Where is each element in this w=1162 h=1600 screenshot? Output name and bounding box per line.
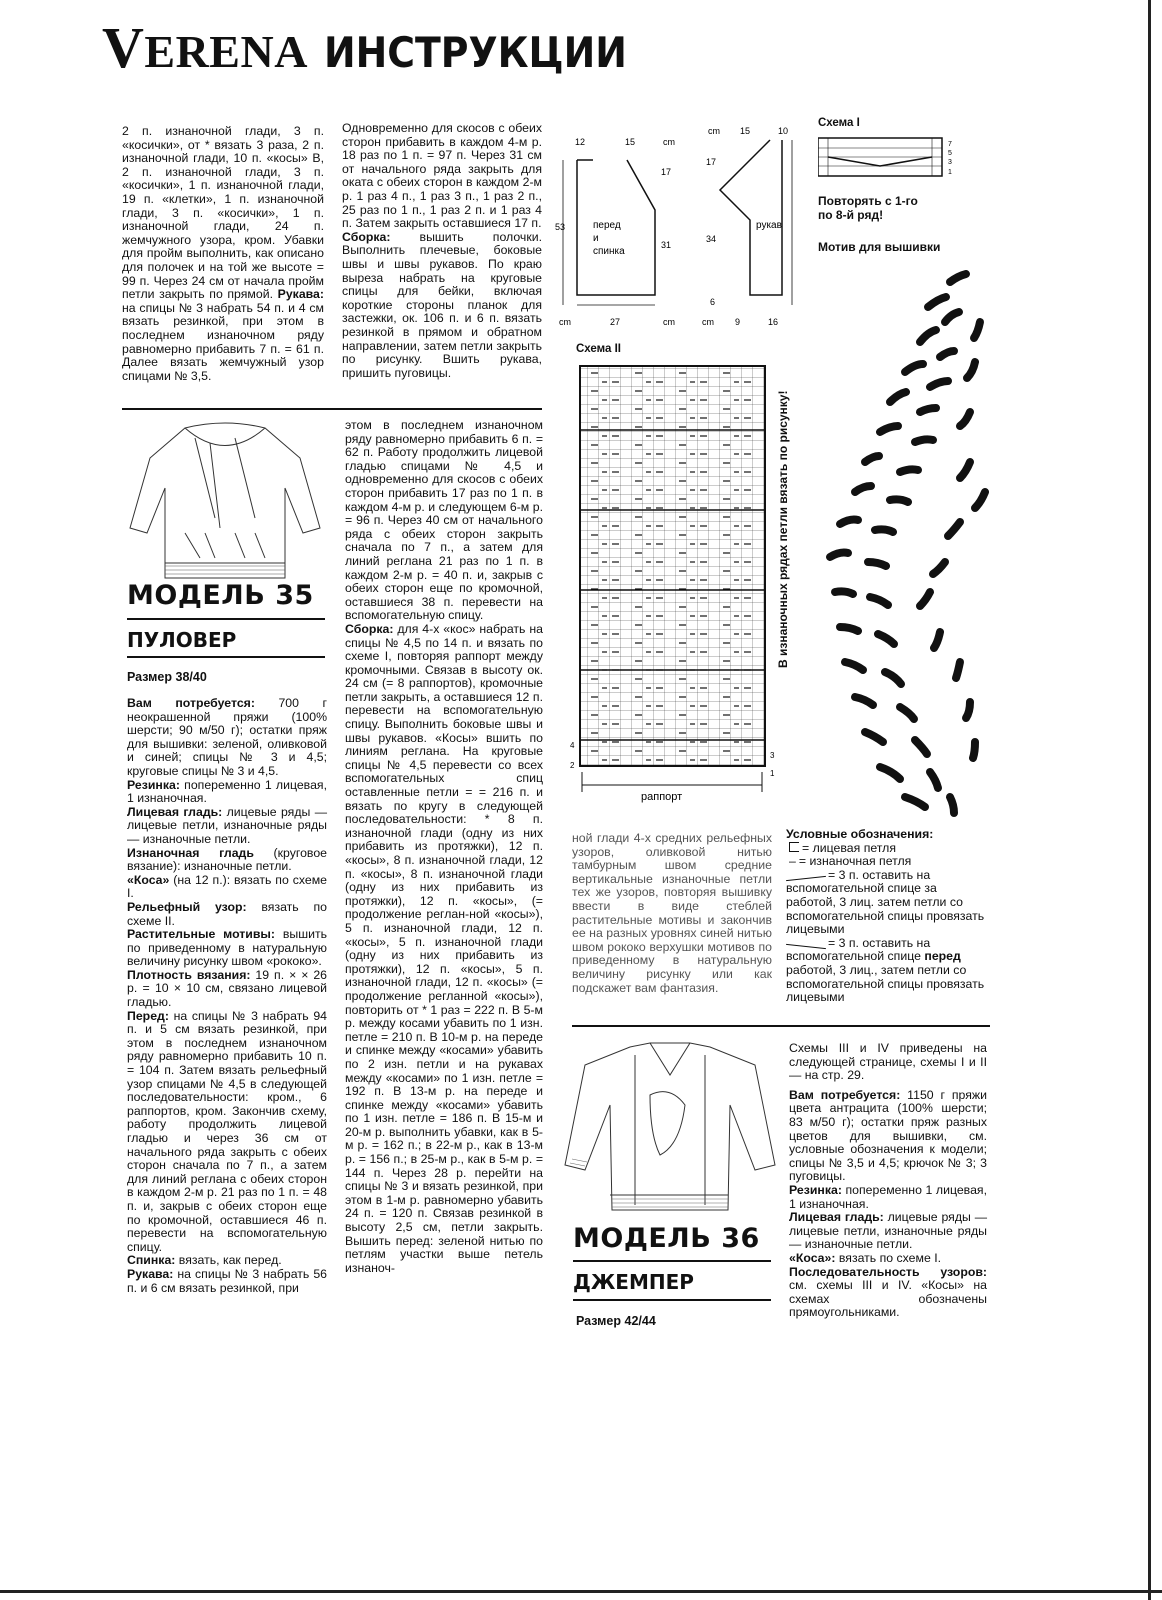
schema1-title: Схема I (818, 117, 860, 129)
sleeve-dim-16: 16 (768, 317, 779, 327)
knit-stitch-symbol (789, 842, 799, 852)
embroidery-motif-drawing (820, 262, 1000, 822)
label-and: и (593, 233, 599, 244)
model36-instructions: Схемы III и IV приведены на следующей странице, схемы I и II — на стр. 29. Вам потребуется: 1150 г пряжи цвета антрацита (100% шерсти; 83 м/50 г); остатки пряж разных цветов для вышивки, см. условные обозначения к модели; спицы № 3,5 и 4,5; крючок № 3; 3 пуговицы. Резинка: попеременно 1 лицевая, 1 изнаночная. Лицевая гладь: лицевые ряды — лицевые петли, изнаночные ряды — изнаночные петли. «Коса»: вязать по схеме I. Последовательность узоров: см. схемы III и IV. «Косы» на схемах обозначены прямоугольниками. (789, 1041, 987, 1320)
schema2-side-note: В изнаночных рядах петли вязать по рисунку! (776, 390, 790, 668)
svg-text:3: 3 (948, 159, 952, 166)
dim-27: 27 (610, 317, 621, 327)
label-back: спинка (593, 246, 625, 257)
scan-edge-bottom (0, 1590, 1162, 1593)
dim-53: 53 (555, 222, 566, 232)
brand-logo: VERENA (102, 15, 308, 80)
model35-title-rule (127, 618, 325, 620)
col2-top-text: Одновременно для скосов с обеих сторон прибавить в каждом 4-м р. 18 раз по 1 п. = 97 п. Через 31 см от начального ряда закрыть для оката с обеих сторон в каждом 2-м р. 1 раз 4 п., 1 раз 3 п., 1 раз 2 п., 25 раз по 1 п., 1 раз 2 п. и 1 раз 4 п. Затем закрыть оставшиеся 17 п. Сборка: вышить полочки. Выполнить плечевые, боковые швы и швы рукавов. По краю выреза набрать на круговые спицы для бейки, включая короткие стороны планок для застежки, ок. 106 п. и 6 п. вязать резинкой в прямом и обратном направлении, затем петли закрыть по рисунку. Вшить рукава, пришить пуговицы. (342, 121, 542, 380)
schema1-chart (818, 136, 978, 182)
model35-title: МОДЕЛЬ 35 (127, 580, 314, 611)
dim-cm-bottom-right: cm (663, 317, 675, 327)
dim-15: 15 (625, 137, 636, 147)
model35-instructions-cont: этом в последнем изнаночном ряду равномерно прибавить 6 п. = 62 п. Работу продолжить лицевой гладью спицами № 4,5 и одновременно для скосов с обеих сторон прибавить 17 раз по 1 п. в каждом 4-м р. и следующем 6-м р. = 96 п. Через 40 см от начального ряда с обеих сторон закрыть сначала по 7 п., а затем для линий реглана 21 раз по 1 п. в каждом 2-м р. = 40 п. и, закрыв с обеих сторон еще по кромочной, оставшиеся 38 п. перевести на вспомогательную спицу. Сборка: для 4-х «кос» набрать на спицы № 4,5 по 14 п. и вязать по схеме I, повторяя раппорт между кромочными. Связав в высоту ок. 24 см (= 8 раппортов), кромочные петли закрыть, а оставшиеся 12 п. перевести на вспомогательную спицу. Выполнить боковые швы и швы рукавов. «Косы» вшить по линиям реглана. На круговые спицы № 4,5 перевести со всех вспомогательных спиц оставленные петли = = 216 п. и вязать по кругу в следующей последовательности: * 8 п. изнаночной глади (одну из них прибавить из протяжки), 12 п. «косы», 8 п. изнаночной глади, 12 п. «косы», 8 п. изнаночной глади (одну из них прибавить из протяжки), 12 п. «косы», (= продолжение реглан-ной «косы»), 5 п. изнаночной глади, 12 п. «косы», 5 п. изнаночной глади (одну из них прибавить из протяжки), 12 п. «косы», 5 п. изнаночной глади, 12 п. «косы» (= продолжение регланной «косы»), повторить от * 1 раз = 222 п. В 5-м р. между косами убавить по 1 изн. петле = 210 п. В 10-м р. на переде и спинке между «косами» убавить по 2 изн. петли и на рукавах между «косами» по 1 изн. петле = 192 п. В 13-м р. на переде и спинке между «косами» убавить по 1 изн. петле = 186 п. В 15-м и 20-м р. выполнить убавки, как в 5-м р. = 162 п.; в 22-м р., как в 13-м р. = 156 п.; в 25-м р., как в 5-м р. = 144 п. Через 28 р. перейти на спицы № 3 и вязать резинкой, при этом в 1-м р. равномерно убавить 24 п. = 120 п. Связав резинкой в высоту 2,5 см, петли закрыть. Вышить перед: зеленой нитью по петлям участки выше петель изнаноч- (345, 418, 543, 1275)
svg-text:1: 1 (948, 169, 952, 176)
sleeve-dim-34: 34 (706, 234, 717, 244)
label-front: перед (593, 220, 621, 231)
sleeve-dim-9: 9 (735, 317, 741, 327)
svg-text:1: 1 (770, 769, 775, 778)
sleeve-dim-15: 15 (740, 126, 751, 136)
dim-cm-bottom: cm (559, 317, 571, 327)
model35-garment-rule (127, 656, 325, 658)
section-title: ИНСТРУКЦИИ (323, 28, 627, 77)
sleeve-dim-cm-bottom: cm (702, 317, 714, 327)
schema2-repeat-label: раппорт (641, 791, 683, 803)
label-sleeve: рукав (756, 220, 782, 231)
purl-stitch-symbol: – (789, 854, 796, 869)
schema2-chart (566, 360, 786, 820)
model36-garment-rule (573, 1299, 771, 1301)
model35-garment: ПУЛОВЕР (127, 628, 237, 652)
sweater-illustration-model36 (560, 1035, 778, 1225)
divider-model36 (572, 1025, 990, 1027)
cable-front-symbol (786, 944, 826, 949)
embroidery-motif-title: Мотив для вышивки (818, 240, 941, 254)
divider-top (122, 408, 542, 410)
masthead (102, 14, 660, 84)
model36-title: МОДЕЛЬ 36 (573, 1223, 760, 1254)
embroidery-instructions: ной глади 4-х средних рельефных узоров, оливковой нитью тамбурным швом средние вертикальные изнаночные петли тех же узоров, повторяя вышивку ввести в виде стеблей растительные мотивы и закончив ее на разных уровнях синей нитью швом рококо верхушки мотивов по приведенному в натуральную величину рисунку или как подскажет вам фантазия. (572, 831, 772, 995)
pattern-diagram-sleeve (700, 120, 810, 330)
sleeve-dim-cm: cm (708, 126, 720, 136)
svg-text:7: 7 (948, 141, 952, 148)
svg-text:5: 5 (948, 150, 952, 157)
sleeve-dim-10: 10 (778, 126, 789, 136)
sweater-illustration-model35 (125, 418, 325, 583)
svg-text:3: 3 (770, 751, 775, 760)
sleeve-dim-6: 6 (710, 297, 716, 307)
model35-size: Размер 38/40 (127, 670, 207, 684)
model36-size: Размер 42/44 (576, 1314, 656, 1328)
schema2-title: Схема II (576, 343, 621, 355)
pattern-diagram-front-back (555, 120, 715, 330)
svg-text:4: 4 (570, 741, 575, 750)
schema1-note: Повторять с 1-го по 8-й ряд! (818, 194, 918, 222)
model36-title-rule (573, 1260, 771, 1262)
cable-back-symbol (786, 876, 826, 881)
dim-cm: cm (663, 137, 675, 147)
svg-text:2: 2 (570, 761, 575, 770)
legend: Условные обозначения: = лицевая петля – = изнаночная петля = 3 п. оставить на вспомогательной спице за работой, 3 лиц. затем петли со вспомогательной спицы провязать лицевыми = 3 п. оставить на вспомогательной спице перед работой, 3 лиц., затем петли со вспомогательной спицы провязать лицевыми (786, 827, 985, 1005)
dim-17: 17 (661, 167, 672, 177)
dim-12: 12 (575, 137, 586, 147)
dim-31: 31 (661, 240, 672, 250)
model35-instructions: Вам потребуется: 700 г неокрашенной пряжи (100% шерсти; 90 м/50 г); остатки пряж для вышивки: зеленой, оливковой и синей; спицы № 3 и 4,5; круговые спицы № 3 и 4,5. Резинка: попеременно 1 лицевая, 1 изнаночная. Лицевая гладь: лицевые ряды — лицевые петли, изнаночные ряды — изнаночные петли. Изнаночная гладь (круговое вязание): изнаночные петли. «Коса» (на 12 п.): вязать по схеме I. Рельефный узор: вязать по схеме II. Растительные мотивы: вышить по приведенному в натуральную величину рисунку швом «рококо». Плотность вязания: 19 п. × × 26 р. = 10 × 10 см, связано лицевой гладью. Перед: на спицы № 3 набрать 94 п. и 5 см вязать резинкой, при этом в последнем изнаночном ряду равномерно прибавить 10 п. = 104 п. Затем вязать рельефный узор спицами № 4,5 в следующей последовательности: кром., 6 раппортов, кром. Закончив схему, работу продолжить лицевой гладью и через 36 см от начального ряда закрыть с обеих сторон сначала по 7 п., а затем для линий реглана с обеих сторон в каждом 2-м р. 21 раз по 1 п. = 48 п. и, закрыв с обеих сторон еще по кромочной, оставшиеся 46 п. перевести на вспомогательную спицу. Спинка: вязать, как перед. Рукава: на спицы № 3 набрать 56 п. и 6 см вязать резинкой, при (127, 696, 327, 1295)
sleeve-dim-17: 17 (706, 157, 717, 167)
col1-top-text: 2 п. изнаночной глади, 3 п. «косички», от * вязать 3 раза, 2 п. изнаночной глади, 10 п. «косы» В, 2 п. изнаночной глади, 3 п. «косички», 1 п. изнаночной глади, 19 п. «клетки», 1 п. изнаночной глади, 3 п. «косички», 1 п. изнаночной глади, 24 п. жемчужного узора, кром. Убавки для пройм выполнить, как описано для полочек и на той же высоте = 99 п. Через 24 см от начала пройм петли закрыть по прямой. Рукава: на спицы № 3 набрать 54 п. и 4 см вязать резинкой, при этом в последнем изнаночном ряду равномерно прибавить 7 п. = 61 п. Далее вязать жемчужный узор спицами № 3,5. (122, 124, 324, 383)
scan-edge-right (1148, 0, 1151, 1600)
model36-garment: ДЖЕМПЕР (573, 1270, 694, 1294)
